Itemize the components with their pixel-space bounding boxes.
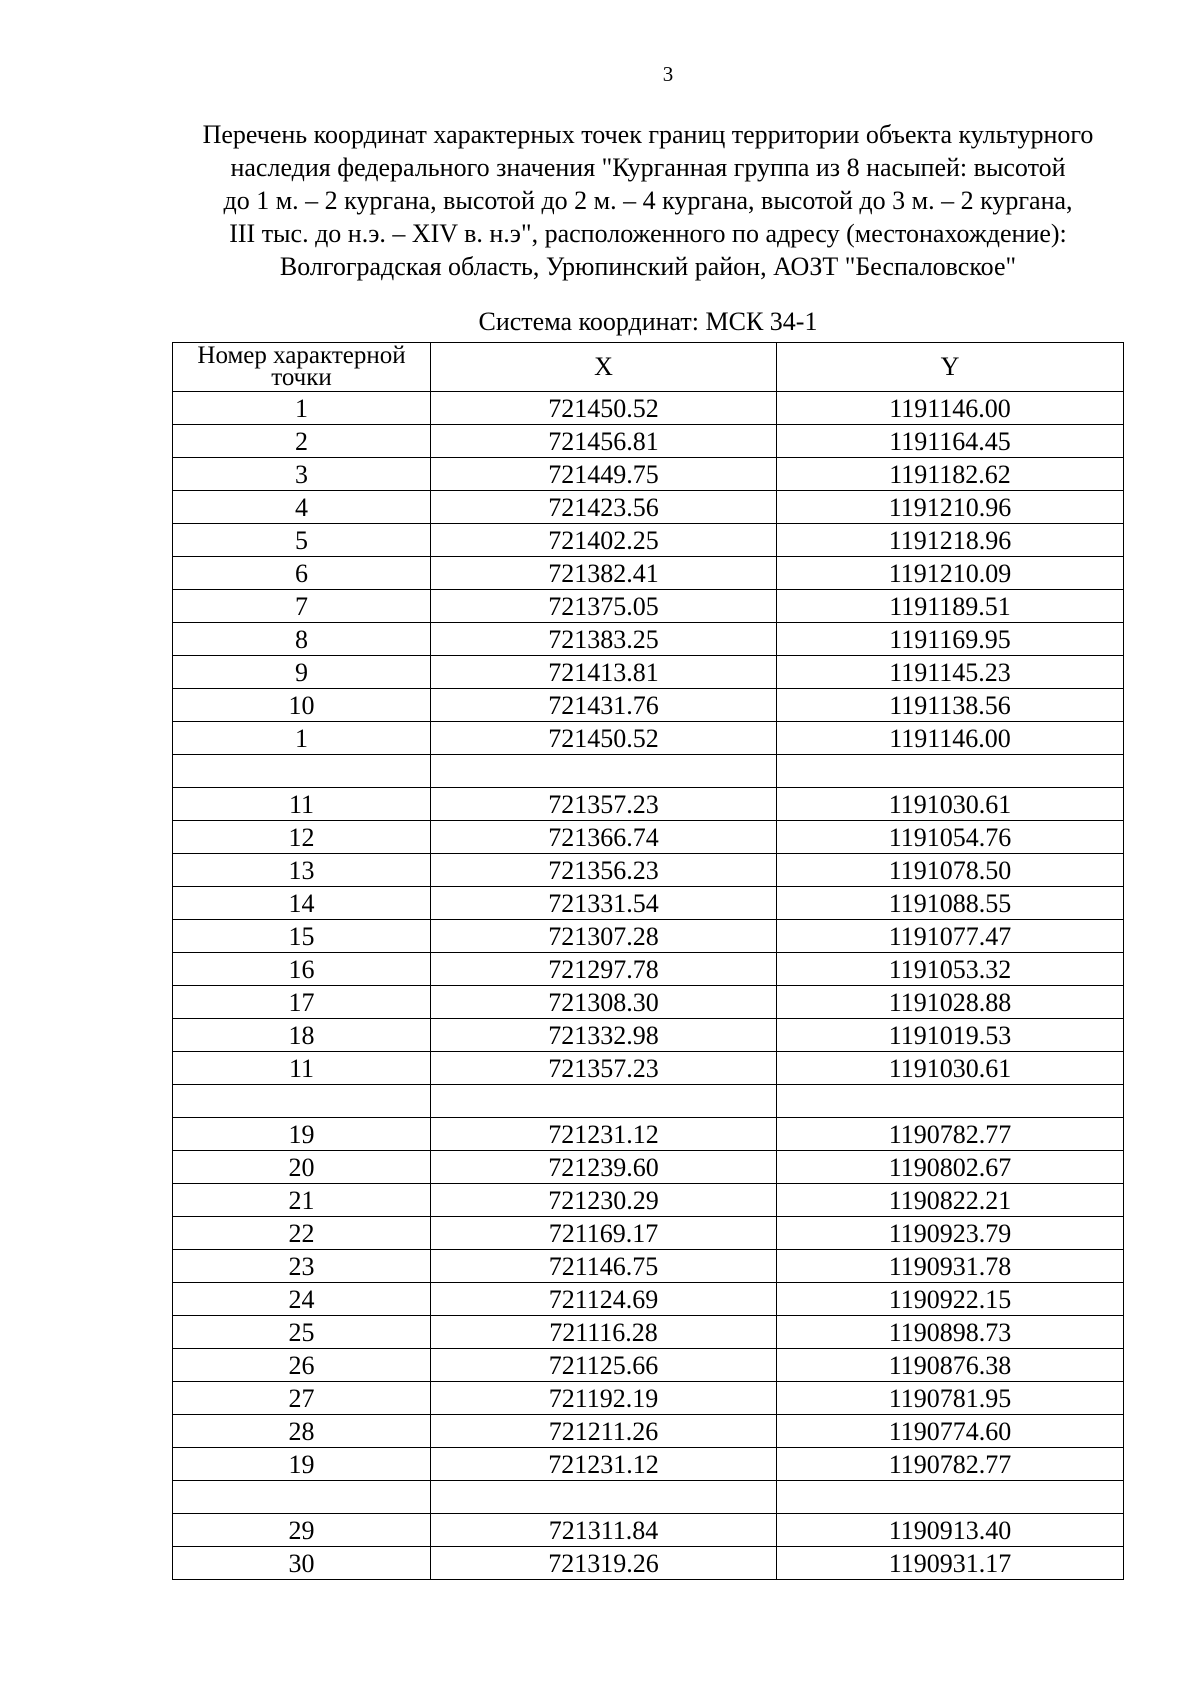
cell-point-number: 17 [173,986,431,1019]
cell-point-number: 11 [173,788,431,821]
cell-y [777,755,1124,788]
cell-point-number: 20 [173,1151,431,1184]
cell-y: 1190913.40 [777,1514,1124,1547]
cell-y: 1191077.47 [777,920,1124,953]
cell-point-number [173,1481,431,1514]
cell-x: 721125.66 [431,1349,777,1382]
cell-x: 721297.78 [431,953,777,986]
cell-x: 721319.26 [431,1547,777,1580]
cell-y: 1191218.96 [777,524,1124,557]
title-line: III тыс. до н.э. – XIV в. н.э", расположенного по адресу (местонахождение): [229,219,1067,248]
table-row [173,557,1124,590]
table-row [173,392,1124,425]
cell-x [431,1085,777,1118]
table-row [173,1184,1124,1217]
table-row [173,1415,1124,1448]
cell-x: 721146.75 [431,1250,777,1283]
table-row [173,1019,1124,1052]
cell-y: 1191078.50 [777,854,1124,887]
cell-x: 721456.81 [431,425,777,458]
title-line: наследия федерального значения "Курганная группа из 8 насыпей: высотой [230,153,1066,182]
cell-x: 721402.25 [431,524,777,557]
table-row [173,887,1124,920]
cell-x: 721308.30 [431,986,777,1019]
cell-y: 1190782.77 [777,1118,1124,1151]
cell-point-number: 2 [173,425,431,458]
header-point-number [173,343,431,392]
cell-point-number: 10 [173,689,431,722]
cell-x: 721366.74 [431,821,777,854]
cell-y: 1191030.61 [777,788,1124,821]
cell-x: 721357.23 [431,1052,777,1085]
cell-x: 721383.25 [431,623,777,656]
table-row [173,1481,1124,1514]
cell-y: 1191054.76 [777,821,1124,854]
table-row [173,1448,1124,1481]
cell-y: 1190774.60 [777,1415,1124,1448]
table-header-row [173,343,1124,392]
coordinates-table [172,342,1124,1580]
table-row [173,920,1124,953]
table-row [173,1283,1124,1316]
table-row [173,1118,1124,1151]
cell-point-number: 9 [173,656,431,689]
cell-point-number: 15 [173,920,431,953]
table-row [173,722,1124,755]
cell-x: 721357.23 [431,788,777,821]
cell-x: 721413.81 [431,656,777,689]
cell-point-number: 26 [173,1349,431,1382]
coordinate-system-label: Система координат: МСК 34-1 [478,307,818,336]
cell-y: 1190931.17 [777,1547,1124,1580]
table-row [173,821,1124,854]
cell-y: 1191088.55 [777,887,1124,920]
cell-x: 721375.05 [431,590,777,623]
table-row [173,986,1124,1019]
cell-y: 1191053.32 [777,953,1124,986]
cell-y: 1191028.88 [777,986,1124,1019]
cell-point-number: 19 [173,1118,431,1151]
page-number: 3 [662,62,674,86]
cell-x: 721450.52 [431,722,777,755]
cell-x: 721423.56 [431,491,777,524]
cell-y: 1190931.78 [777,1250,1124,1283]
cell-point-number [173,1085,431,1118]
cell-point-number: 16 [173,953,431,986]
table-row [173,458,1124,491]
header-x: X [431,343,777,392]
cell-x: 721331.54 [431,887,777,920]
document-title [168,118,1128,283]
cell-y: 1190876.38 [777,1349,1124,1382]
cell-y: 1191146.00 [777,392,1124,425]
header-y: Y [777,343,1124,392]
cell-x: 721332.98 [431,1019,777,1052]
cell-x: 721192.19 [431,1382,777,1415]
cell-point-number: 27 [173,1382,431,1415]
cell-point-number: 22 [173,1217,431,1250]
table-row [173,656,1124,689]
cell-y: 1190802.67 [777,1151,1124,1184]
cell-y: 1190822.21 [777,1184,1124,1217]
cell-y: 1190923.79 [777,1217,1124,1250]
cell-point-number [173,755,431,788]
cell-x: 721211.26 [431,1415,777,1448]
cell-y: 1191030.61 [777,1052,1124,1085]
title-line: до 1 м. – 2 кургана, высотой до 2 м. – 4 кургана, высотой до 3 м. – 2 кургана, [223,186,1073,215]
table-row [173,1547,1124,1580]
table-body [173,392,1124,1580]
cell-point-number: 8 [173,623,431,656]
cell-point-number: 18 [173,1019,431,1052]
cell-point-number: 6 [173,557,431,590]
cell-point-number: 4 [173,491,431,524]
cell-y: 1191210.96 [777,491,1124,524]
table-row [173,788,1124,821]
cell-y: 1191138.56 [777,689,1124,722]
table-row [173,491,1124,524]
cell-point-number: 19 [173,1448,431,1481]
cell-y: 1191189.51 [777,590,1124,623]
cell-point-number: 23 [173,1250,431,1283]
table-row [173,755,1124,788]
cell-y: 1191210.09 [777,557,1124,590]
title-line: Волгоградская область, Урюпинский район, АОЗТ "Беспаловское" [279,252,1017,281]
cell-y: 1190898.73 [777,1316,1124,1349]
cell-x: 721449.75 [431,458,777,491]
cell-x: 721311.84 [431,1514,777,1547]
table-row [173,953,1124,986]
cell-y: 1190782.77 [777,1448,1124,1481]
cell-point-number: 11 [173,1052,431,1085]
cell-x: 721450.52 [431,392,777,425]
cell-y: 1191145.23 [777,656,1124,689]
table-row [173,1316,1124,1349]
table-row [173,1382,1124,1415]
cell-point-number: 12 [173,821,431,854]
table-row [173,425,1124,458]
cell-x [431,755,777,788]
cell-point-number: 14 [173,887,431,920]
cell-point-number: 29 [173,1514,431,1547]
cell-x: 721231.12 [431,1118,777,1151]
table-row [173,590,1124,623]
cell-point-number: 21 [173,1184,431,1217]
cell-y: 1191164.45 [777,425,1124,458]
cell-x: 721230.29 [431,1184,777,1217]
table-row [173,854,1124,887]
table-row [173,1151,1124,1184]
table-row [173,1349,1124,1382]
cell-y: 1191019.53 [777,1019,1124,1052]
cell-point-number: 24 [173,1283,431,1316]
cell-x: 721169.17 [431,1217,777,1250]
cell-x: 721124.69 [431,1283,777,1316]
cell-point-number: 1 [173,392,431,425]
table-row [173,524,1124,557]
cell-point-number: 7 [173,590,431,623]
cell-y [777,1481,1124,1514]
cell-point-number: 28 [173,1415,431,1448]
cell-point-number: 1 [173,722,431,755]
header-point-number-line2: точки [271,364,332,391]
table-row [173,1514,1124,1547]
table-row [173,1052,1124,1085]
cell-x: 721231.12 [431,1448,777,1481]
cell-point-number: 30 [173,1547,431,1580]
table-row [173,623,1124,656]
cell-point-number: 3 [173,458,431,491]
cell-y: 1191182.62 [777,458,1124,491]
cell-point-number: 25 [173,1316,431,1349]
cell-x: 721239.60 [431,1151,777,1184]
cell-y: 1190922.15 [777,1283,1124,1316]
cell-point-number: 5 [173,524,431,557]
cell-x: 721307.28 [431,920,777,953]
cell-point-number: 13 [173,854,431,887]
cell-y [777,1085,1124,1118]
header-point-number-line1: Номер характерной [197,342,406,369]
cell-x: 721356.23 [431,854,777,887]
title-line: Перечень координат характерных точек границ территории объекта культурного [202,120,1094,149]
cell-y: 1191169.95 [777,623,1124,656]
table-row [173,1085,1124,1118]
cell-y: 1190781.95 [777,1382,1124,1415]
cell-x: 721116.28 [431,1316,777,1349]
table-row [173,1217,1124,1250]
table-row [173,689,1124,722]
cell-y: 1191146.00 [777,722,1124,755]
table-row [173,1250,1124,1283]
cell-x [431,1481,777,1514]
cell-x: 721382.41 [431,557,777,590]
cell-x: 721431.76 [431,689,777,722]
